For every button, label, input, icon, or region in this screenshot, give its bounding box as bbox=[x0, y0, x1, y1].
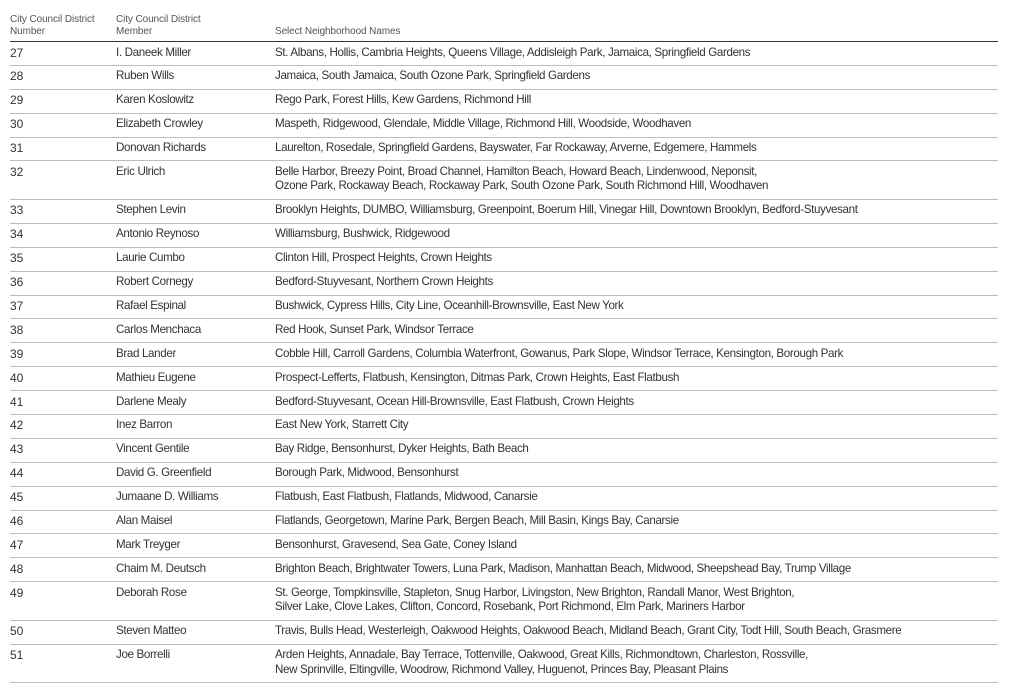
neighborhoods-cell bbox=[275, 200, 998, 223]
member-name-cell: Carlos Menchaca bbox=[116, 322, 201, 336]
neighborhoods-cell bbox=[275, 582, 998, 620]
table-row bbox=[10, 42, 998, 66]
district-number-cell: 32 bbox=[10, 164, 24, 179]
table-row bbox=[10, 534, 998, 558]
neighborhoods-line: Bedford-Stuyvesant, Ocean Hill-Brownsville, East Flatbush, Crown Heights bbox=[275, 394, 634, 408]
neighborhoods-line: Brooklyn Heights, DUMBO, Williamsburg, Greenpoint, Boerum Hill, Vinegar Hill, Downtown Brooklyn, Bedford-Stuyvesant bbox=[275, 203, 858, 217]
neighborhoods-line: East New York, Starrett City bbox=[275, 418, 409, 432]
neighborhoods-cell bbox=[275, 439, 998, 462]
table-row bbox=[10, 511, 998, 535]
district-number-cell: 35 bbox=[10, 251, 24, 266]
neighborhoods-line: St. Albans, Hollis, Cambria Heights, Queens Village, Addisleigh Park, Jamaica, Springfield Gardens bbox=[275, 45, 751, 59]
table-row bbox=[10, 439, 998, 463]
member-name-cell: Antonio Reynoso bbox=[116, 227, 200, 241]
member-name-cell: Elizabeth Crowley bbox=[116, 117, 203, 131]
header-line: City Council District bbox=[116, 14, 201, 25]
neighborhoods-cell bbox=[275, 534, 998, 557]
table-row bbox=[10, 487, 998, 511]
header-line: Member bbox=[116, 25, 153, 37]
table-row bbox=[10, 582, 998, 621]
table-row bbox=[10, 224, 998, 248]
neighborhoods-cell bbox=[275, 343, 998, 366]
district-number-cell: 42 bbox=[10, 418, 24, 433]
neighborhoods-line: Flatlands, Georgetown, Marine Park, Bergen Beach, Mill Basin, Kings Bay, Canarsie bbox=[275, 514, 679, 528]
member-name-cell: Karen Koslowitz bbox=[116, 93, 194, 107]
table-row bbox=[10, 161, 998, 200]
member-name-cell: Eric Ulrich bbox=[116, 164, 165, 178]
member-name-cell: Laurie Cumbo bbox=[116, 251, 185, 265]
neighborhoods-cell bbox=[275, 558, 998, 581]
member-name-cell: Vincent Gentile bbox=[116, 442, 190, 456]
member-name-cell: Ruben Wills bbox=[116, 69, 175, 83]
neighborhoods-cell bbox=[275, 138, 998, 161]
neighborhoods-line: Laurelton, Rosedale, Springfield Gardens, Bayswater, Far Rockaway, Arverne, Edgemere, Hammels bbox=[275, 141, 757, 155]
member-name-cell: David G. Greenfield bbox=[116, 466, 212, 480]
neighborhoods-cell bbox=[275, 296, 998, 319]
member-name-cell: I. Daneek Miller bbox=[116, 45, 191, 59]
table-body bbox=[10, 42, 998, 683]
neighborhoods-cell bbox=[275, 621, 998, 644]
district-number-cell: 50 bbox=[10, 624, 24, 639]
table-row bbox=[10, 296, 998, 320]
member-name-cell: Donovan Richards bbox=[116, 141, 206, 155]
neighborhoods-line: St. George, Tompkinsville, Stapleton, Snug Harbor, Livingston, New Brighton, Randall Manor, West Brighton, bbox=[275, 585, 795, 599]
district-number-cell: 46 bbox=[10, 514, 24, 529]
district-number-cell: 36 bbox=[10, 275, 24, 290]
neighborhoods-line: Brighton Beach, Brightwater Towers, Luna Park, Madison, Manhattan Beach, Midwood, Sheepshead Bay, Trump Village bbox=[275, 561, 851, 575]
district-number-cell: 45 bbox=[10, 490, 24, 505]
header-neighborhood-names bbox=[275, 12, 998, 41]
district-number-cell: 51 bbox=[10, 648, 24, 663]
neighborhoods-line: Travis, Bulls Head, Westerleigh, Oakwood Heights, Oakwood Beach, Midland Beach, Grant City, Todt Hill, South Beach, Grasmere bbox=[275, 624, 902, 638]
district-number-cell: 49 bbox=[10, 585, 24, 600]
neighborhoods-line: Clinton Hill, Prospect Heights, Crown Heights bbox=[275, 251, 492, 265]
neighborhoods-line: Jamaica, South Jamaica, South Ozone Park, Springfield Gardens bbox=[275, 69, 591, 83]
neighborhoods-cell bbox=[275, 319, 998, 342]
neighborhoods-line: Belle Harbor, Breezy Point, Broad Channel, Hamilton Beach, Howard Beach, Lindenwood, Neponsit, bbox=[275, 164, 758, 178]
district-number-cell: 39 bbox=[10, 346, 24, 361]
neighborhoods-cell bbox=[275, 415, 998, 438]
district-number-cell: 29 bbox=[10, 93, 24, 108]
table-row bbox=[10, 645, 998, 684]
neighborhoods-line: Bensonhurst, Gravesend, Sea Gate, Coney Island bbox=[275, 537, 517, 551]
neighborhoods-cell bbox=[275, 248, 998, 271]
neighborhoods-line: Rego Park, Forest Hills, Kew Gardens, Richmond Hill bbox=[275, 93, 531, 107]
member-name-cell: Joe Borrelli bbox=[116, 648, 170, 662]
member-name-cell: Mark Treyger bbox=[116, 537, 181, 551]
table-row bbox=[10, 272, 998, 296]
table-row bbox=[10, 114, 998, 138]
council-district-table bbox=[10, 12, 998, 683]
table-header bbox=[10, 12, 998, 42]
header-line: Select Neighborhood Names bbox=[275, 25, 401, 37]
district-number-cell: 44 bbox=[10, 466, 24, 481]
district-number-cell: 27 bbox=[10, 45, 24, 60]
neighborhoods-line: Cobble Hill, Carroll Gardens, Columbia Waterfront, Gowanus, Park Slope, Windsor Terrace, Kensington, Borough Park bbox=[275, 346, 844, 360]
member-name-cell: Brad Lander bbox=[116, 346, 176, 360]
table-row bbox=[10, 558, 998, 582]
neighborhoods-cell bbox=[275, 66, 998, 89]
neighborhoods-line: Borough Park, Midwood, Bensonhurst bbox=[275, 466, 459, 480]
table-row bbox=[10, 200, 998, 224]
neighborhoods-cell bbox=[275, 487, 998, 510]
member-name-cell: Darlene Mealy bbox=[116, 394, 187, 408]
neighborhoods-cell bbox=[275, 511, 998, 534]
neighborhoods-cell bbox=[275, 224, 998, 247]
member-name-cell: Rafael Espinal bbox=[116, 299, 186, 313]
member-name-cell: Chaim M. Deutsch bbox=[116, 561, 206, 575]
member-name-cell: Mathieu Eugene bbox=[116, 370, 196, 384]
member-name-cell: Steven Matteo bbox=[116, 624, 187, 638]
header-district-number bbox=[10, 12, 116, 41]
table-row bbox=[10, 248, 998, 272]
header-line: Number bbox=[10, 25, 45, 37]
neighborhoods-line: Prospect-Lefferts, Flatbush, Kensington, Ditmas Park, Crown Heights, East Flatbush bbox=[275, 370, 680, 384]
district-number-cell: 41 bbox=[10, 394, 24, 409]
neighborhoods-cell bbox=[275, 161, 998, 199]
table-row bbox=[10, 90, 998, 114]
member-name-cell: Inez Barron bbox=[116, 418, 173, 432]
neighborhoods-cell bbox=[275, 42, 998, 65]
neighborhoods-line: New Sprinville, Eltingville, Woodrow, Richmond Valley, Huguenot, Princes Bay, Pleasant Plains bbox=[275, 662, 729, 676]
district-number-cell: 40 bbox=[10, 370, 24, 385]
member-name-cell: Stephen Levin bbox=[116, 203, 186, 217]
table-row bbox=[10, 621, 998, 645]
neighborhoods-line: Bushwick, Cypress Hills, City Line, Oceanhill-Brownsville, East New York bbox=[275, 299, 624, 313]
neighborhoods-line: Silver Lake, Clove Lakes, Clifton, Concord, Rosebank, Port Richmond, Elm Park, Mariners Harbor bbox=[275, 600, 745, 614]
neighborhoods-cell bbox=[275, 645, 998, 683]
district-number-cell: 43 bbox=[10, 442, 24, 457]
neighborhoods-cell bbox=[275, 463, 998, 486]
table-row bbox=[10, 66, 998, 90]
district-number-cell: 38 bbox=[10, 322, 24, 337]
district-number-cell: 30 bbox=[10, 117, 24, 132]
table-row bbox=[10, 415, 998, 439]
member-name-cell: Alan Maisel bbox=[116, 514, 173, 528]
table-row bbox=[10, 463, 998, 487]
table-row bbox=[10, 343, 998, 367]
table-row bbox=[10, 138, 998, 162]
member-name-cell: Jumaane D. Williams bbox=[116, 490, 219, 504]
neighborhoods-line: Maspeth, Ridgewood, Glendale, Middle Village, Richmond Hill, Woodside, Woodhaven bbox=[275, 117, 692, 131]
district-number-cell: 28 bbox=[10, 69, 24, 84]
district-number-cell: 37 bbox=[10, 299, 24, 314]
neighborhoods-line: Bedford-Stuyvesant, Northern Crown Heights bbox=[275, 275, 493, 289]
neighborhoods-cell bbox=[275, 391, 998, 414]
neighborhoods-cell bbox=[275, 90, 998, 113]
neighborhoods-line: Flatbush, East Flatbush, Flatlands, Midwood, Canarsie bbox=[275, 490, 538, 504]
table-row bbox=[10, 319, 998, 343]
district-number-cell: 33 bbox=[10, 203, 24, 218]
neighborhoods-cell bbox=[275, 367, 998, 390]
table-row bbox=[10, 391, 998, 415]
header-district-member bbox=[116, 12, 275, 41]
neighborhoods-line: Arden Heights, Annadale, Bay Terrace, Tottenville, Oakwood, Great Kills, Richmondtown, Charleston, Rossville, bbox=[275, 648, 809, 662]
member-name-cell: Deborah Rose bbox=[116, 585, 187, 599]
neighborhoods-line: Red Hook, Sunset Park, Windsor Terrace bbox=[275, 322, 474, 336]
district-number-cell: 31 bbox=[10, 141, 24, 156]
table-row bbox=[10, 367, 998, 391]
member-name-cell: Robert Cornegy bbox=[116, 275, 193, 289]
header-line: City Council District bbox=[10, 14, 95, 25]
neighborhoods-line: Bay Ridge, Bensonhurst, Dyker Heights, Bath Beach bbox=[275, 442, 529, 456]
neighborhoods-line: Ozone Park, Rockaway Beach, Rockaway Park, South Ozone Park, South Richmond Hill, Woodhaven bbox=[275, 179, 769, 193]
neighborhoods-cell bbox=[275, 114, 998, 137]
neighborhoods-cell bbox=[275, 272, 998, 295]
district-number-cell: 47 bbox=[10, 537, 24, 552]
district-number-cell: 48 bbox=[10, 561, 24, 576]
neighborhoods-line: Williamsburg, Bushwick, Ridgewood bbox=[275, 227, 450, 241]
district-number-cell: 34 bbox=[10, 227, 24, 242]
